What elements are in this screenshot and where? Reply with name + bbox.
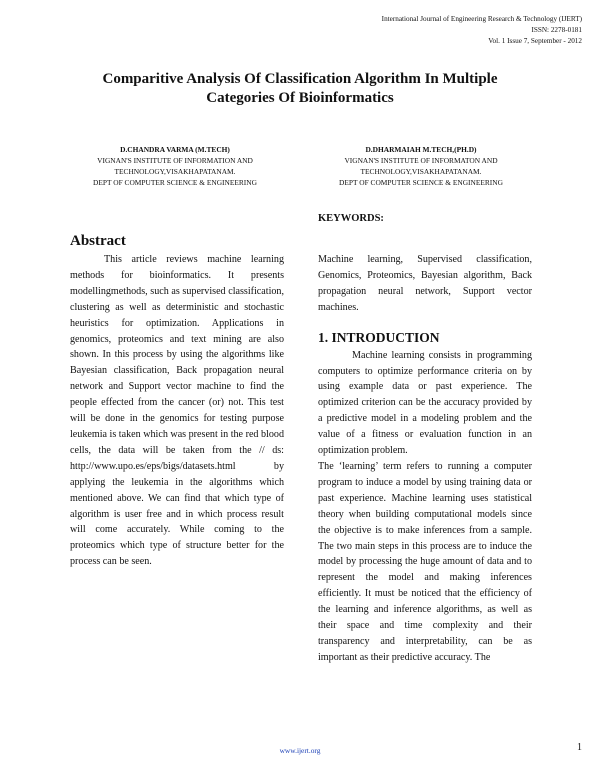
keywords-heading: KEYWORDS: [318,213,384,224]
footer-url[interactable]: www.ijert.org [279,746,321,755]
author-institution: VIGNAN'S INSTITUTE OF INFORMATION AND [97,156,253,165]
page-number: 1 [577,742,582,753]
author-block-2 [306,144,536,188]
paper-title [60,70,540,108]
author-institution-city: TECHNOLOGY,VISAKHAPATANAM. [114,167,236,176]
author-name: D.CHANDRA VARMA (M.TECH) [120,145,230,154]
keywords-text: Machine learning, Supervised classification, Genomics, Proteomics, Bayesian algorithm, Back propagation neural network, Support vector machines. [318,254,532,313]
abstract-heading: Abstract [70,233,126,249]
abstract-text: This article reviews machine learning methods for bioinformatics. It presents modellingmethods, such as supervised classification, clustering as well as deterministic and stochastic heuristics for optimization. Applications in genomics, proteomics and text mining are also shown. In this process by using the algorithms like Bayesian classification, Back propagation neural network and Support vector machine to find the people effected from the cancer (or) not. This test will be done in the genomics for testing purpose leukemia is taken which was present in the red blood cells, the data will be taken from the // ds: http://www.upo.es/eps/bigs/datasets.html by applying the leukemia in the algorithms which mentioned above. We can find that which type of algorithm is user free and in which process result will come accurately. While coming to the proteomics which type of structure better for the process can be seen. [70,254,284,568]
journal-issn: ISSN: 2278-0181 [531,26,582,34]
author-institution: VIGNAN'S INSTITUTE OF INFORMATON AND [344,156,498,165]
title-line-2: Categories Of Bioinformatics [206,90,394,106]
right-column [318,212,532,666]
introduction-heading: 1. INTRODUCTION [318,329,440,345]
author-block-1 [64,144,286,188]
author-institution-city: TECHNOLOGY,VISAKHAPATANAM. [360,167,482,176]
journal-header [382,14,582,47]
author-department: DEPT OF COMPUTER SCIENCE & ENGINEERING [339,178,503,187]
journal-name: International Journal of Engineering Research & Technology (IJERT) [381,15,582,23]
author-name: D.DHARMAIAH M.TECH,(PH.D) [365,145,477,154]
author-department: DEPT OF COMPUTER SCIENCE & ENGINEERING [93,178,257,187]
left-column [70,232,284,570]
journal-volume: Vol. 1 Issue 7, September - 2012 [488,37,582,45]
title-line-1: Comparitive Analysis Of Classification Algorithm In Multiple [102,71,498,87]
introduction-paragraph-1: Machine learning consists in programming computers to optimize performance criteria on by using example data or past experience. The optimized criterion can be the accuracy provided by a predictive model in a modeling problem and the value of a fitness or evaluation function in an optimization problem. [318,349,532,457]
introduction-paragraph-2: The ‘learning’ term refers to running a computer program to induce a model by using training data or past experience. Machine learning uses statistical theory when building computational models since the objective is to make inferences from a sample. The two main steps in this process are to induce the model by processing the huge amount of data and to represent the model and making inferences efficiently. It must be noticed that the efficiency of the learning and inference algorithms, as well as their space and time complexity and their transparency and interpretability, can be as important as their predictive accuracy. The [318,460,532,663]
